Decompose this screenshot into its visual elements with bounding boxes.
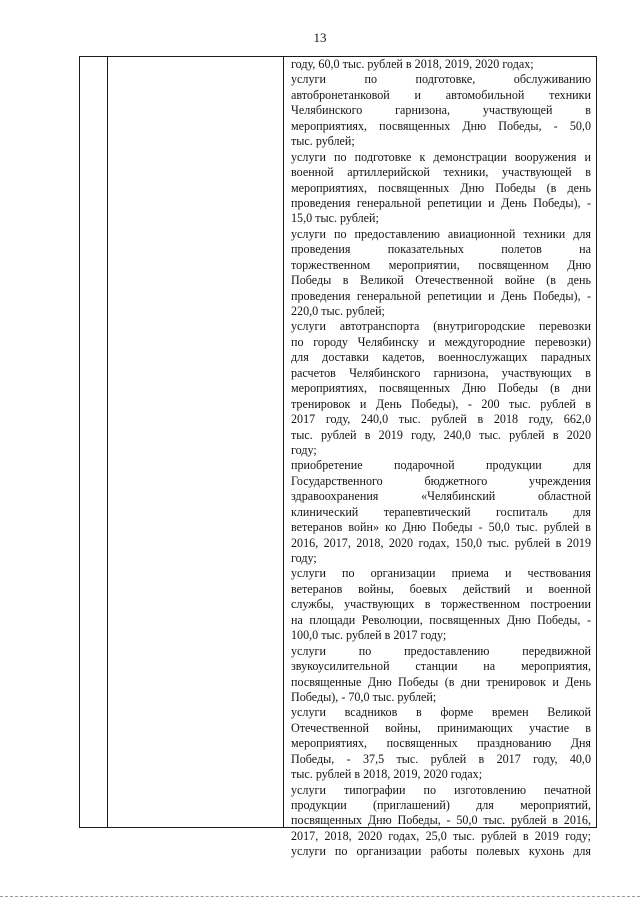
- text-line: ветеранов войны, боевых действий и военной: [291, 581, 591, 596]
- text-line: проведения генеральной репетиции и День Победы), -: [291, 288, 591, 303]
- text-line: году;: [291, 442, 317, 457]
- text-line: по городу Челябинску и междугородние перевозки): [291, 334, 591, 349]
- text-line: клинический терапевтический госпиталь для: [291, 504, 591, 519]
- text-line: Победы в Великой Отечественной войне (в день: [291, 273, 591, 288]
- text-line: торжественном мероприятии, посвященном Дню: [291, 257, 591, 272]
- text-line: услуги по подготовке, обслуживанию: [291, 72, 591, 87]
- page-number: 13: [313, 30, 327, 45]
- text-line: мероприятиях, посвященных Дню Победы (в дни: [291, 381, 591, 396]
- text-line: тыс. рублей;: [291, 134, 355, 149]
- text-line: Победы), - 70,0 тыс. рублей;: [291, 689, 437, 704]
- page-bottom-edge: [0, 896, 640, 897]
- text-line: услуги типографии по изготовлению печатной: [291, 782, 591, 797]
- text-line: Челябинского гарнизона, участвующей в: [291, 103, 591, 118]
- text-line: службы, участвующих в торжественном построении: [291, 597, 591, 612]
- text-line: Отечественной войны, принимающих участие в: [291, 720, 591, 735]
- text-line: посвященные Дню Победы (в дни тренировок и День: [291, 674, 591, 689]
- text-line: военной артиллерийской техники, участвующей в: [291, 165, 591, 180]
- text-line: услуги всадников в форме времен Великой: [291, 705, 591, 720]
- text-line: 100,0 тыс. рублей в 2017 году;: [291, 628, 447, 643]
- text-line: продукции (приглашений) для мероприятий,: [291, 798, 591, 812]
- text-line: году, 60,0 тыс. рублей в 2018, 2019, 2020 годах;: [291, 57, 534, 71]
- column-divider: [107, 57, 108, 827]
- text-line: здравоохранения «Челябинский областной: [291, 489, 591, 504]
- text-line: услуги автотранспорта (внутригородские перевозки: [291, 319, 591, 334]
- table-cell-text: [291, 57, 591, 860]
- document-table: [79, 56, 597, 859]
- text-line: мероприятиях, посвященных Дню Победы, - 50,0: [291, 118, 591, 133]
- text-line: 2016, 2017, 2018, 2020 годах, 150,0 тыс. рублей в 2019: [291, 535, 591, 550]
- text-line: 15,0 тыс. рублей;: [291, 211, 379, 226]
- text-line: услуги по организации приема и чествования: [291, 566, 591, 581]
- text-line: 2017 году, 240,0 тыс. рублей в 2018 году, 662,0: [291, 412, 591, 427]
- text-line: мероприятиях, посвященных Дню Победы (в день: [291, 180, 591, 195]
- text-line: тренировок и День Победы), - 200 тыс. рублей в: [291, 396, 591, 411]
- text-line: проведения показательных полетов на: [291, 242, 591, 257]
- text-line: Победы, - 37,5 тыс. рублей в 2017 году, 40,0: [291, 751, 591, 766]
- text-line: тыс. рублей в 2019 году, 240,0 тыс. рублей в 2020: [291, 427, 591, 442]
- text-line: услуги по предоставлению передвижной: [291, 643, 591, 658]
- text-line: на площади Революции, посвященных Дню Победы, -: [291, 612, 591, 627]
- text-line: посвященных Дню Победы, - 50,0 тыс. рублей в 2016,: [291, 813, 591, 828]
- text-line: услуги по подготовке к демонстрации вооружения и: [291, 149, 591, 164]
- text-line: ветеранов войн» ко Дню Победы - 50,0 тыс. рублей в: [291, 520, 591, 535]
- text-line: Государственного бюджетного учреждения: [291, 473, 591, 488]
- column-divider: [283, 57, 284, 827]
- text-line: услуги по предоставлению авиационной техники для: [291, 226, 591, 241]
- text-line: 220,0 тыс. рублей;: [291, 304, 385, 318]
- text-line: для доставки кадетов, военнослужащих парадных: [291, 350, 591, 365]
- text-line: тыс. рублей в 2018, 2019, 2020 годах;: [291, 767, 483, 782]
- text-line: услуги по организации работы полевых кухонь для: [291, 844, 591, 859]
- text-line: 2017, 2018, 2020 годах, 25,0 тыс. рублей в 2019 году;: [291, 828, 591, 843]
- text-line: году;: [291, 551, 317, 565]
- text-line: проведения генеральной репетиции и День Победы), -: [291, 195, 591, 210]
- text-line: мероприятиях, посвященных празднованию Дня: [291, 736, 591, 751]
- text-line: автобронетанковой и автомобильной техники: [291, 87, 591, 102]
- text-line: расчетов Челябинского гарнизона, участвующих в: [291, 365, 591, 380]
- text-line: приобретение подарочной продукции для: [291, 458, 591, 473]
- text-line: звукоусилительной станции на мероприятия,: [291, 659, 591, 674]
